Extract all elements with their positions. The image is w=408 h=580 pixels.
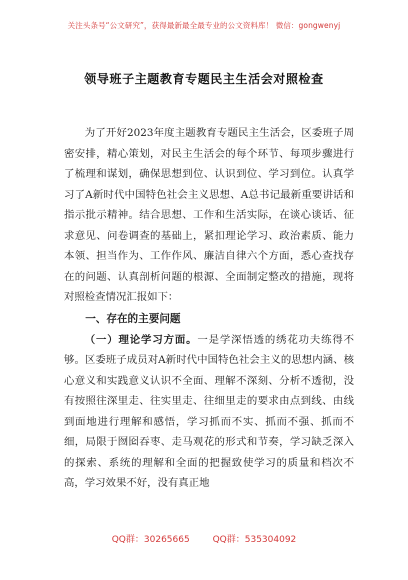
theory-study-paragraph [64, 330, 354, 494]
section-heading-problems: 一、存在的主要问题 [85, 312, 181, 325]
document-title: 领导班子主题教育专题民主生活会对照检查 [84, 72, 324, 86]
qq-group-footer [0, 532, 408, 545]
qq-group-1: QQ群：30265665 [111, 535, 190, 545]
sub-heading-theory-study: （一）理论学习方面。 [84, 333, 198, 346]
theory-study-text: 一是学深悟透的绣花功夫练得不够。区委班子成员对A新时代中国特色社会主义的思想内涵、核心意义和实践意义认识不全面、理解不深刻、分析不透彻，没有按照往深里走、往实里走、往细里走的要求由点到线、由线到面地进行理解和感悟，学习抓而不实、抓而不强、抓而不细，局限于囫囵吞枣、走马观花的形式和节奏，学习缺乏深入的探索、系统的理解和全面的把握致使学习的质量和档次不高，学习效果不好，没有真正地 [64, 333, 355, 489]
qq-group-2: QQ群：535304092 [212, 535, 297, 545]
promo-header-banner: 关注头条号“公文研究”，获得最新最全最专业的公文资料库！ 微信：gongwenyj [67, 21, 341, 30]
document-body [64, 123, 354, 494]
intro-paragraph: 为了开好2023年度主题教育专题民主生活会，区委班子周密安排，精心策划，对民主生活会的每个环节、每项步骤进行了梳理和谋划，确保思想到位、认识到位、学习到位。认真学习了A新时代中国特色社会主义思想、A总书记最新重要讲话和指示批示精神。结合思想、工作和生活实际，在谈心谈话、征求意见、问卷调查的基础上，紧扣理论学习、政治素质、能力本领、担当作为、工作作风、廉洁自律六个方面，悉心查找存在的问题、认真剖析问题的根源、全面制定整改的措施，现将对照检查情况汇报如下： [64, 127, 354, 303]
